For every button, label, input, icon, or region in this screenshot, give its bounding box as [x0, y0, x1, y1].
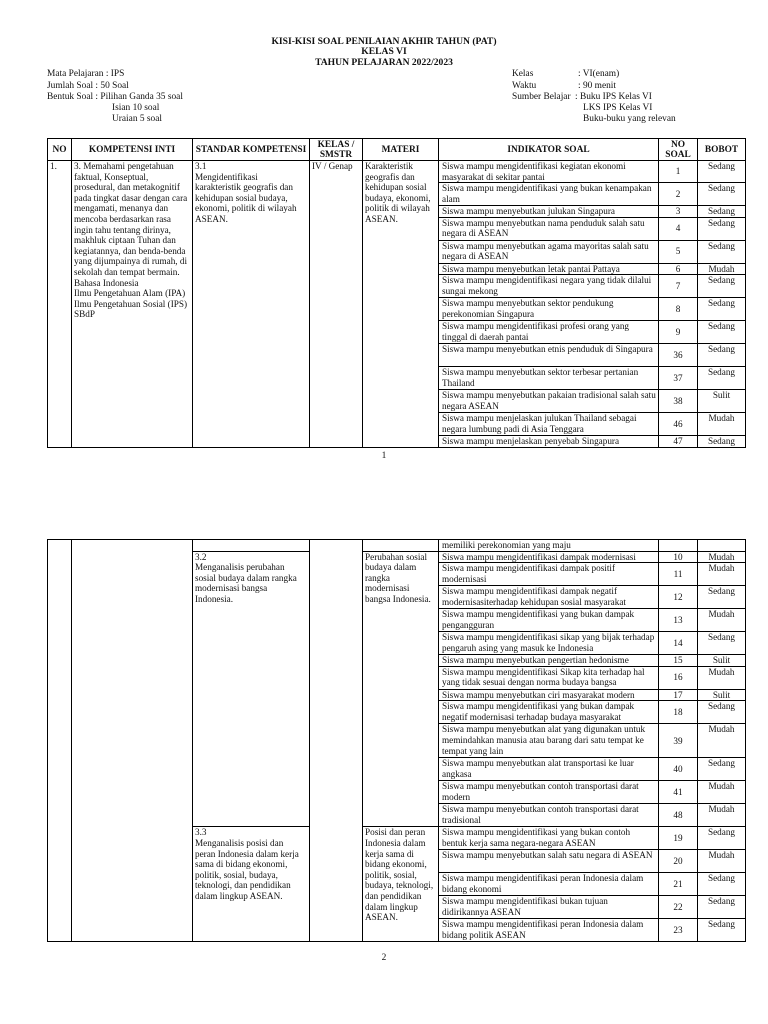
- meta-source-value-3: Buku-buku yang relevan: [583, 114, 676, 124]
- question-number: 22: [659, 896, 698, 919]
- question-number: 18: [659, 701, 698, 724]
- meta-class-label: Kelas: [512, 69, 534, 79]
- question-number: 20: [659, 850, 698, 873]
- col-header-indikator: INDIKATOR SOAL: [439, 139, 659, 161]
- meta-time-label: Waktu: [512, 81, 537, 91]
- question-number: 7: [659, 275, 698, 298]
- question-number: 48: [659, 804, 698, 827]
- difficulty-weight: Sulit: [698, 655, 746, 667]
- indicator-text: Siswa mampu menyebutkan etnis penduduk di Singapura: [439, 344, 659, 367]
- indicator-text: Siswa mampu menjelaskan julukan Thailand sebagai negara lumbung padi di Asia Tenggara: [439, 413, 659, 436]
- doc-title: KISI-KISI SOAL PENILAIAN AKHIR TAHUN (PAT): [271, 36, 497, 47]
- sk-number: 3.3: [195, 827, 207, 838]
- meta-question-type: Bentuk Soal : Pilihan Ganda 35 soal: [47, 92, 183, 102]
- difficulty-weight: Sedang: [698, 701, 746, 724]
- indicator-text: Siswa mampu menyebutkan contoh transportasi darat modern: [439, 781, 659, 804]
- table-body: [48, 540, 746, 942]
- indicator-text: Siswa mampu menyebutkan sektor pendukung perekonomian Singapura: [439, 298, 659, 321]
- question-number: 47: [659, 436, 698, 448]
- table-row: [48, 540, 746, 552]
- meta-class-value: : VI(enam): [578, 69, 620, 79]
- indicator-text: Siswa mampu mengidentifikasi dampak modernisasi: [439, 551, 659, 563]
- question-number: 16: [659, 666, 698, 689]
- difficulty-weight: Mudah: [698, 609, 746, 632]
- meta-time-value: : 90 menit: [578, 81, 617, 91]
- indicator-text: Siswa mampu mengidentifikasi yang bukan kenampakan alam: [439, 183, 659, 206]
- question-number: 6: [659, 263, 698, 275]
- meta-question-count: Jumlah Soal : 50 Soal: [47, 81, 129, 91]
- difficulty-weight: Sedang: [698, 367, 746, 390]
- question-number: 14: [659, 632, 698, 655]
- meta-uraian: Uraian 5 soal: [112, 114, 162, 124]
- indicator-text: Siswa mampu mengidentifikasi kegiatan ekonomi masyarakat di sekitar pantai: [439, 161, 659, 183]
- col-header-kelas: KELAS / SMSTR: [310, 139, 363, 161]
- question-number: 10: [659, 551, 698, 563]
- col-header-sk: STANDAR KOMPETENSI: [193, 139, 310, 161]
- indicator-text: Siswa mampu menyebutkan pengertian hedonisme: [439, 655, 659, 667]
- indicator-text: Siswa mampu mengidentifikasi yang bukan dampak pengangguran: [439, 609, 659, 632]
- kisi-table-page-1: [47, 138, 746, 448]
- indicator-text: Siswa mampu menyebutkan contoh transportasi darat tradisional: [439, 804, 659, 827]
- difficulty-weight: Mudah: [698, 724, 746, 758]
- difficulty-weight: Sedang: [698, 632, 746, 655]
- kompetensi-inti-empty: [72, 540, 193, 942]
- difficulty-weight: Sedang: [698, 344, 746, 367]
- row-number-empty: [48, 540, 72, 942]
- difficulty-weight: Sedang: [698, 758, 746, 781]
- meta-source-label: Sumber Belajar: [512, 92, 571, 102]
- indicator-text: Siswa mampu mengidentifikasi bukan tujuan didirikannya ASEAN: [439, 896, 659, 919]
- difficulty-weight: Sulit: [698, 689, 746, 701]
- meta-isian: Isian 10 soal: [112, 103, 160, 113]
- difficulty-weight: Sedang: [698, 896, 746, 919]
- meta-source-value-1: : Buku IPS Kelas VI: [575, 92, 652, 102]
- question-number: 23: [659, 919, 698, 941]
- materi-text: Karakteristik geografis dan kehidupan sosial budaya, ekonomi, politik di wilayah ASEAN.: [363, 161, 439, 448]
- doc-subtitle-year: TAHUN PELAJARAN 2022/2023: [315, 57, 453, 68]
- question-number: 2: [659, 183, 698, 206]
- sk-text: Menganalisis posisi dan peran Indonesia dalam kerja sama di bidang ekonomi, politik, sosial, budaya, teknologi, dan pendidikan dalam lingkup ASEAN.: [195, 837, 299, 901]
- indicator-text: Siswa mampu mengidentifikasi sikap yang bijak terhadap pengaruh asing yang masuk ke Indonesia: [439, 632, 659, 655]
- question-number: 1: [659, 161, 698, 183]
- meta-subject: Mata Pelajaran : IPS: [47, 69, 125, 79]
- sk-number: 3.2: [195, 551, 207, 562]
- difficulty-weight: Sedang: [698, 217, 746, 240]
- indicator-text: Siswa mampu menyebutkan agama mayoritas salah satu negara di ASEAN: [439, 240, 659, 263]
- difficulty-weight: Sedang: [698, 240, 746, 263]
- question-number: 15: [659, 655, 698, 667]
- indicator-text: Siswa mampu menyebutkan nama penduduk salah satu negara di ASEAN: [439, 217, 659, 240]
- question-number: 40: [659, 758, 698, 781]
- difficulty-weight: Sedang: [698, 161, 746, 183]
- difficulty-weight: Sedang: [698, 298, 746, 321]
- standar-kompetensi: [193, 551, 310, 827]
- sk-text: Menganalisis perubahan sosial budaya dalam rangka modernisasi bangsa Indonesia.: [195, 562, 297, 604]
- question-number: 17: [659, 689, 698, 701]
- difficulty-weight: Sedang: [698, 827, 746, 850]
- difficulty-weight: Sedang: [698, 873, 746, 896]
- question-number: 4: [659, 217, 698, 240]
- indicator-text: Siswa mampu mengidentifikasi dampak positif modernisasi: [439, 563, 659, 586]
- indicator-text: Siswa mampu mengidentifikasi profesi orang yang tinggal di daerah pantai: [439, 321, 659, 344]
- col-header-nosoal: NO SOAL: [659, 139, 698, 161]
- class-semester: IV / Genap: [310, 161, 363, 448]
- question-number: 11: [659, 563, 698, 586]
- standar-kompetensi-empty: [193, 540, 310, 552]
- question-number: 13: [659, 609, 698, 632]
- indicator-text: Siswa mampu mengidentifikasi Sikap kita terhadap hal yang tidak sesuai dengan norma budaya bangsa: [439, 666, 659, 689]
- materi-text: Posisi dan peran Indonesia dalam kerja sama di bidang ekonomi, politik, sosial, budaya, teknologi, dan pendidikan dalam lingkup ASEAN.: [363, 827, 439, 941]
- difficulty-weight: Mudah: [698, 781, 746, 804]
- difficulty-weight: Mudah: [698, 563, 746, 586]
- difficulty-weight: Mudah: [698, 666, 746, 689]
- difficulty-weight: Mudah: [698, 804, 746, 827]
- indicator-text: Siswa mampu menyebutkan pakaian tradisional salah satu negara ASEAN: [439, 390, 659, 413]
- col-header-no: NO: [48, 139, 72, 161]
- sk-number: 3.1: [195, 161, 207, 171]
- doc-subtitle-class: KELAS VI: [361, 46, 407, 57]
- col-header-ki: KOMPETENSI INTI: [72, 139, 193, 161]
- indicator-text: Siswa mampu menyebutkan sektor terbesar pertanian Thailand: [439, 367, 659, 390]
- meta-source-value-2: LKS IPS Kelas VI: [583, 103, 653, 113]
- question-number: 41: [659, 781, 698, 804]
- difficulty-weight: Sedang: [698, 436, 746, 448]
- table-row: [48, 161, 746, 183]
- col-header-bobot: BOBOT: [698, 139, 746, 161]
- standar-kompetensi: [193, 161, 310, 448]
- difficulty-weight: Mudah: [698, 263, 746, 275]
- difficulty-weight: Sedang: [698, 321, 746, 344]
- indicator-text: Siswa mampu menyebutkan ciri masyarakat modern: [439, 689, 659, 701]
- difficulty-weight: Sedang: [698, 183, 746, 206]
- question-number: 37: [659, 367, 698, 390]
- indicator-carryover-text: memiliki perekonomian yang maju: [439, 540, 659, 552]
- standar-kompetensi: [193, 827, 310, 941]
- difficulty-weight: Sedang: [698, 206, 746, 218]
- difficulty-weight-empty: [698, 540, 746, 552]
- indicator-text: Siswa mampu mengidentifikasi yang bukan dampak negatif modernisasi terhadap budaya masyarakat: [439, 701, 659, 724]
- table-body: [48, 161, 746, 448]
- question-number: 8: [659, 298, 698, 321]
- sk-text: Mengidentifikasi karakteristik geografis dan kehidupan sosial budaya, ekonomi, politik di wilayah ASEAN.: [195, 171, 297, 224]
- class-semester-empty: [310, 540, 363, 942]
- page-number-1: 1: [381, 451, 387, 461]
- kisi-table-page-2: [47, 539, 746, 942]
- indicator-text: Siswa mampu menjelaskan penyebab Singapura: [439, 436, 659, 448]
- question-number: 36: [659, 344, 698, 367]
- indicator-text: Siswa mampu menyebutkan letak pantai Pattaya: [439, 263, 659, 275]
- difficulty-weight: Mudah: [698, 551, 746, 563]
- question-number: 5: [659, 240, 698, 263]
- difficulty-weight: Sedang: [698, 586, 746, 609]
- page-number-2: 2: [381, 953, 387, 963]
- materi-text: Perubahan sosial budaya dalam rangka modernisasi bangsa Indonesia.: [363, 551, 439, 827]
- question-number: 3: [659, 206, 698, 218]
- difficulty-weight: Sulit: [698, 390, 746, 413]
- question-number: 12: [659, 586, 698, 609]
- col-header-materi: MATERI: [363, 139, 439, 161]
- question-number: 19: [659, 827, 698, 850]
- question-number: 9: [659, 321, 698, 344]
- row-number: 1.: [48, 161, 72, 448]
- question-number-empty: [659, 540, 698, 552]
- question-number: 38: [659, 390, 698, 413]
- indicator-text: Siswa mampu menyebutkan salah satu negara di ASEAN: [439, 850, 659, 873]
- indicator-text: Siswa mampu menyebutkan julukan Singapura: [439, 206, 659, 218]
- question-number: 21: [659, 873, 698, 896]
- indicator-text: Siswa mampu mengidentifikasi dampak negatif modernisasiterhadap kehidupan sosial masyarakat: [439, 586, 659, 609]
- difficulty-weight: Mudah: [698, 850, 746, 873]
- kompetensi-inti-text: 3. Memahami pengetahuan faktual, Konseptual, prosedural, dan metakognitif pada tingkat dasar dengan cara mengamati, menanya dan mencoba berdasarkan rasa ingin tahu tentang dirinya, makhluk ciptaan Tuhan dan kegiatannya, dan benda-benda yang dijumpainya di rumah, di sekolah dan tempat bermain. Bahasa Indonesia Ilmu Pengetahuan Alam (IPA) Ilmu Pengetahuan Sosial (IPS) SBdP: [72, 161, 193, 448]
- indicator-text: Siswa mampu mengidentifikasi peran Indonesia dalam bidang ekonomi: [439, 873, 659, 896]
- question-number: 46: [659, 413, 698, 436]
- materi-empty: [363, 540, 439, 552]
- indicator-text: Siswa mampu mengidentifikasi yang bukan contoh bentuk kerja sama negara-negara ASEAN: [439, 827, 659, 850]
- indicator-text: Siswa mampu mengidentifikasi negara yang tidak dilalui sungai mekong: [439, 275, 659, 298]
- difficulty-weight: Mudah: [698, 413, 746, 436]
- difficulty-weight: Sedang: [698, 919, 746, 941]
- question-number: 39: [659, 724, 698, 758]
- table-header-row: [48, 139, 746, 161]
- difficulty-weight: Sedang: [698, 275, 746, 298]
- indicator-text: Siswa mampu mengidentifikasi peran Indonesia dalam bidang politik ASEAN: [439, 919, 659, 941]
- indicator-text: Siswa mampu menyebutkan alat transportasi ke luar angkasa: [439, 758, 659, 781]
- indicator-text: Siswa mampu menyebutkan alat yang digunakan untuk memindahkan manusia atau barang dari satu tempat ke tempat yang lain: [439, 724, 659, 758]
